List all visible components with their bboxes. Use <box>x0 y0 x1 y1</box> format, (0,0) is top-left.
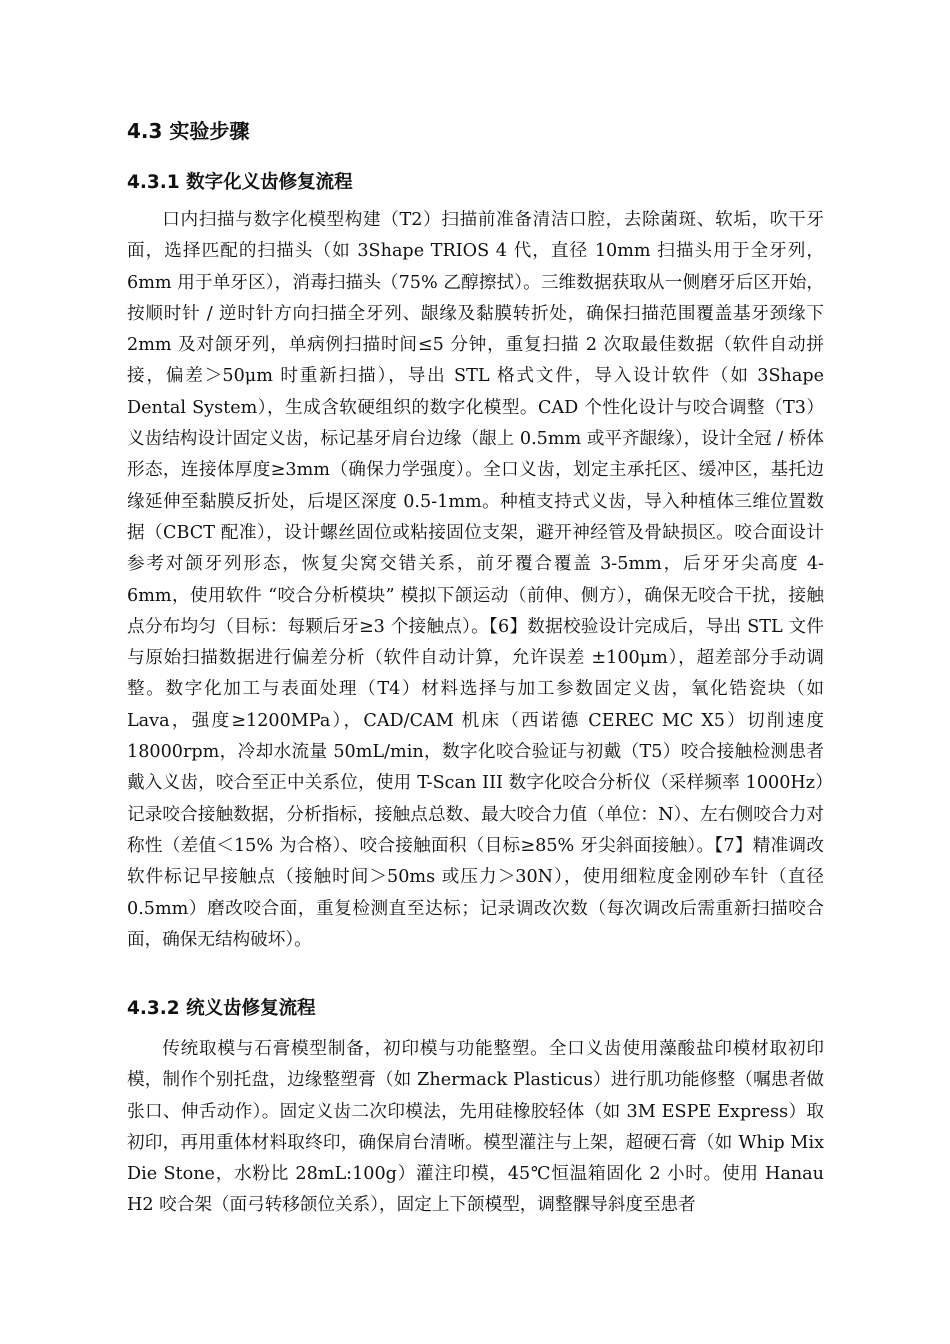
paragraph-traditional-denture-workflow: 传统取模与石膏模型制备，初印模与功能整塑。全口义齿使用藻酸盐印模材取初印模，制作个别托盘，边缘整塑膏（如 Zhermack Plasticus）进行肌功能修整（嘱患者做张口、伸舌动作）。固定义齿二次印模法，先用硅橡胶轻体（如 3M ESPE Express）取初印，再用重体材料取终印，确保肩台清晰。模型灌注与上架，超硬石膏（如 Whip Mix Die Stone，水粉比 28mL:100g）灌注印模，45℃恒温箱固化 2 小时。使用 Hanau H2 咬合架（面弓转移颌位关系），固定上下颌模型，调整髁导斜度至患者 <box>127 1039 824 1216</box>
paragraph-digital-denture-workflow: 口内扫描与数字化模型构建（T2）扫描前准备清洁口腔，去除菌斑、软垢，吹干牙面，选择匹配的扫描头（如 3Shape TRIOS 4 代，直径 10mm 扫描头用于全牙列，6mm 用于单牙区），消毒扫描头（75% 乙醇擦拭）。三维数据获取从一侧磨牙后区开始，按顺时针 / 逆时针方向扫描全牙列、龈缘及黏膜转折处，确保扫描范围覆盖基牙颈缘下 2mm 及对颌牙列，单病例扫描时间≤5 分钟，重复扫描 2 次取最佳数据（软件自动拼接，偏差＞50μm 时重新扫描），导出 STL 格式文件，导入设计软件（如 3Shape Dental System），生成含软硬组织的数字化模型。CAD 个性化设计与咬合调整（T3）义齿结构设计固定义齿，标记基牙肩台边缘（龈上 0.5mm 或平齐龈缘），设计全冠 / 桥体形态，连接体厚度≥3mm（确保力学强度）。全口义齿，划定主承托区、缓冲区，基托边缘延伸至黏膜反折处，后堤区深度 0.5-1mm。种植支持式义齿，导入种植体三维位置数据（CBCT 配准），设计螺丝固位或粘接固位支架，避开神经管及骨缺损区。咬合面设计参考对颌牙列形态，恢复尖窝交错关系，前牙覆合覆盖 3-5mm，后牙牙尖高度 4-6mm，使用软件 “咬合分析模块” 模拟下颌运动（前伸、侧方），确保无咬合干扰，接触点分布均匀（目标：每颗后牙≥3 个接触点）。【6】数据校验设计完成后，导出 STL 文件与原始扫描数据进行偏差分析（软件自动计算，允许误差 ±100μm），超差部分手动调整。数字化加工与表面处理（T4）材料选择与加工参数固定义齿，氧化锆瓷块（如 Lava，强度≥1200MPa），CAD/CAM 机床（西诺德 CEREC MC X5）切削速度 18000rpm，冷却水流量 50mL/min，数字化咬合验证与初戴（T5）咬合接触检测患者戴入义齿，咬合至正中关系位，使用 T-Scan III 数字化咬合分析仪（采样频率 1000Hz）记录咬合接触数据，分析指标，接触点总数、最大咬合力值（单位：N）、左右侧咬合力对称性（差值＜15% 为合格）、咬合接触面积（目标≥85% 牙尖斜面接触）。【7】精准调改软件标记早接触点（接触时间＞50ms 或压力＞30N），使用细粒度金刚砂车针（直径 0.5mm）磨改咬合面，重复检测直至达标；记录调改次数（每次调改后需重新扫描咬合面，确保无结构破坏）。 <box>127 210 824 950</box>
subsection-heading-traditional-denture: 4.3.2 统义齿修复流程 <box>127 998 316 1019</box>
section-heading: 4.3 实验步骤 <box>127 119 250 143</box>
subsection-heading-digital-denture: 4.3.1 数字化义齿修复流程 <box>127 172 353 193</box>
